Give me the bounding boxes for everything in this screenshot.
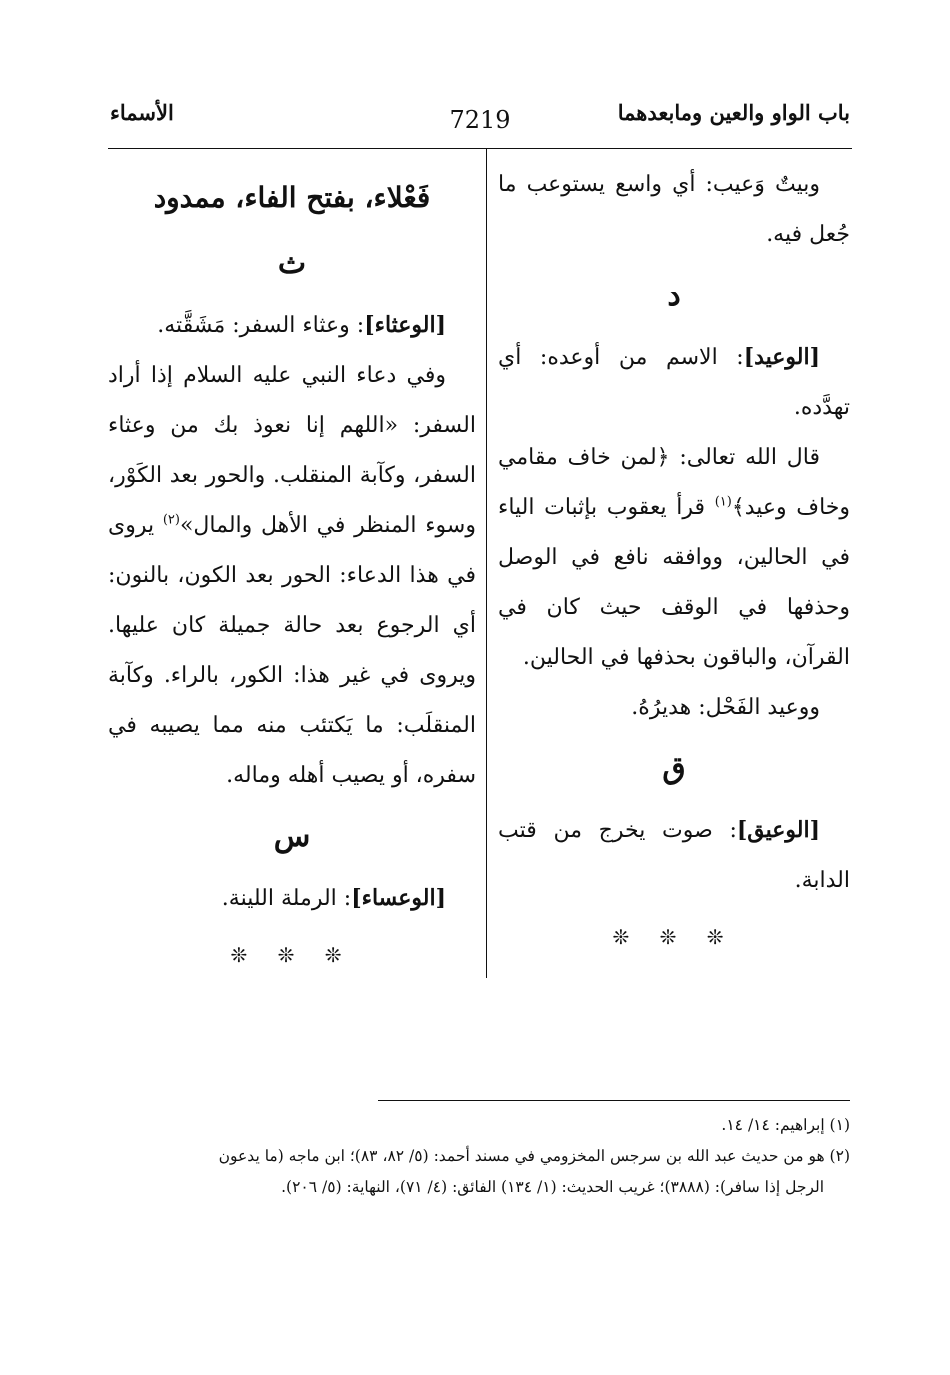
header-rule [108, 148, 852, 149]
entry-definition: : الاسم من أوعده: أي تهدَّده. [498, 345, 850, 420]
entry-definition: : صوت يخرج من قتب الدابة. [498, 818, 850, 893]
quran-commentary: قرأ يعقوب بإثبات الياء في الحالين، ووافقه نافع في الوصل وحذفها في الوقف حيث كان في القرآن، والباقون بحذفها في الحالين. [498, 495, 850, 670]
paragraph-waeed-fahl: ووعيد الفَحْل: هديرُهُ. [631, 695, 820, 720]
section-end-stars: ❊ ❊ ❊ [230, 943, 354, 967]
hadith-commentary: يروى في هذا الدعاء: الحور بعد الكون، بالنون: أي الرجوع بعد حالة جميلة كان عليها. ويروى في غير هذا: الكور، بالراء. وكآبة المنقلَب: ما يَكتئب منه مما يصيبه في سفره، أو يصيب أهله وماله. [108, 513, 476, 788]
entry-definition: : الرملة اللينة. [221, 886, 352, 911]
paragraph-bayt-waeeb: وبيتٌ وَعيب: أي واسع يستوعب ما جُعل فيه. [498, 172, 850, 247]
column-divider [486, 148, 487, 978]
footnote-2-line-1: (٢) هو من حديث عبد الله بن سرجس المخزومي في مسند أحمد: (٥/ ٨٢، ٨٣)؛ ابن ماجه (ما يدعون [218, 1147, 850, 1165]
footnote-rule [378, 1100, 850, 1101]
page-number: 7219 [449, 106, 511, 134]
footnote-ref-1: (١) [714, 494, 732, 510]
section-end-stars: ❊ ❊ ❊ [612, 925, 736, 949]
running-title-right: باب الواو والعين ومابعدهما [617, 100, 850, 125]
letter-heading-tha: ث [277, 246, 307, 281]
entry-term: [الوعيد] [743, 344, 820, 370]
paragraph-hadith [108, 351, 476, 801]
hadith-text: وفي دعاء النبي عليه السلام إذا أراد السفر: «اللهم إنا نعوذ بك من وعثاء السفر، وكآبة المنقلب. والحور بعد الكَوْر، وسوء المنظر في الأهل والمال» [108, 363, 476, 538]
entry-waeed [498, 332, 850, 433]
quran-verse: قال الله تعالى: ﴿لمن خاف مقامي وخاف وعيد﴾ [498, 445, 851, 520]
paragraph-quran-citation [498, 433, 850, 683]
footnote-2-line-2: الرجل إذا سافر): (٣٨٨٨)؛ غريب الحديث: (١/ ١٣٤) الفائق: (٤/ ٧١)، النهاية: (٥/ ٢٠٦). [281, 1178, 824, 1196]
letter-heading-seen: س [273, 819, 311, 854]
entry-wa-seen [108, 873, 476, 924]
entry-term: [الوعساء] [351, 885, 446, 911]
running-title-left: الأسماء [110, 100, 174, 125]
entry-term: [الوعثاء] [364, 312, 446, 338]
section-title: فَعْلاء، بفتح الفاء، ممدود [153, 181, 431, 214]
entry-term: [الوعيق] [736, 817, 820, 843]
letter-heading-qaf: ق [662, 751, 686, 786]
entry-waeeq [498, 805, 850, 906]
right-column [498, 160, 850, 962]
entry-definition: : وعثاء السفر: مَشَقَّته. [157, 313, 365, 338]
footnote-ref-2: (٢) [162, 512, 180, 528]
footnotes [108, 1110, 850, 1203]
entry-wa-tha [108, 300, 476, 351]
letter-heading-dal: د [667, 278, 681, 313]
footnote-1: (١) إبراهيم: ١٤/ ١٤. [721, 1116, 850, 1134]
page-header [110, 100, 850, 140]
left-column [108, 160, 476, 980]
